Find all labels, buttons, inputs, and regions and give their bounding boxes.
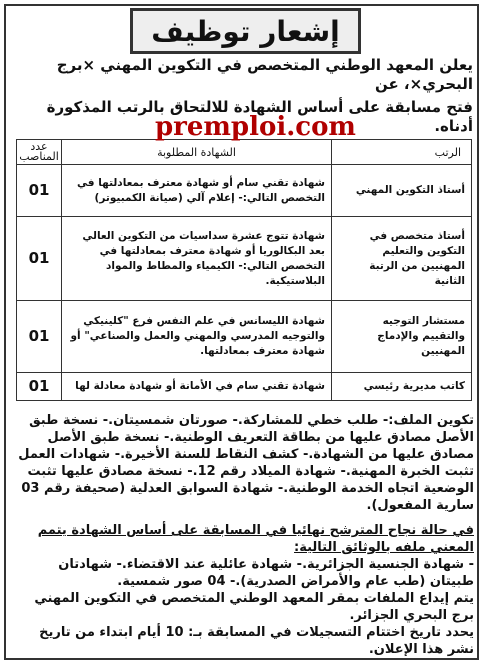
- watermark: premploi.com: [155, 112, 356, 142]
- rank-cell: مستشار التوجيه والتقييم والإدماج المهنيين: [332, 301, 472, 373]
- table-row: [17, 217, 472, 301]
- success-section: [14, 522, 474, 658]
- column-header-count: عدد المناصب: [17, 140, 62, 165]
- deadline-text: يحدد تاريخ اختتام التسجيلات في المسابقة بـ: 10 أيام ابتداء من تاريخ نشر هذا الإعلان.: [39, 625, 474, 657]
- dossier-section: [14, 412, 474, 514]
- positions-table: [16, 139, 472, 401]
- column-header-condition: الشهادة المطلوبة: [62, 140, 332, 165]
- table-row: [17, 301, 472, 373]
- table-row: [17, 373, 472, 401]
- intro-line: يعلن المعهد الوطني المتخصص في التكوين المهني ×برج البحري×، عن: [56, 56, 473, 93]
- deposit-text: يتم إيداع الملفات بمقر المعهد الوطني المتخصص في التكوين المهني برج البحري الجزائر.: [34, 591, 474, 623]
- rank-cell: كاتب مديرية رئيسي: [332, 373, 472, 401]
- column-header-rank: الرتب: [332, 140, 472, 165]
- notice-title: إشعار توظيف: [130, 8, 361, 54]
- condition-cell: شهادة الليسانس في علم النفس فرع "كلينيكي والتوجيه المدرسي والمهني والعمل والصناعي" أو شهادة معترف بمعادلتها.: [62, 301, 332, 373]
- count-cell: 01: [17, 301, 62, 373]
- rank-cell: أستاذ متخصص في التكوين والتعليم المهنيين من الرتبة الثانية: [332, 217, 472, 301]
- condition-cell: شهادة تتوج عشرة سداسيات من التكوين العالي بعد البكالوريا أو شهادة معترف بمعادلتها في التخصص التالي:- الكيمياء والمطاط والمواد البلاستيكية.: [62, 217, 332, 301]
- table-header-row: [17, 140, 472, 165]
- condition-cell: شهادة تقني سام أو شهادة معترف بمعادلتها في التخصص التالي:- إعلام آلي (صيانة الكمبيوتر): [62, 165, 332, 217]
- count-cell: 01: [17, 373, 62, 401]
- dossier-text: تكوين الملف:- طلب خطي للمشاركة.- صورتان شمسيتان.- نسخة طبق الأصل مصادق عليها من بطاقة التعريف الوطنية.- نسخة طبق الأصل مصادق عليها من الشهادة.- كشف النقاط للسنة الأخيرة.- شهادات العمل تثبت الخبرة المهنية.- شهادة الميلاد رقم 12.- نسخة مصادق عليها تثبت الوضعية اتجاه الخدمة الوطنية.- شهادة السوابق العدلية (صحيفة رقم 03 سارية المفعول).: [18, 413, 474, 513]
- table-row: [17, 165, 472, 217]
- rank-cell: أستاذ التكوين المهني: [332, 165, 472, 217]
- intro-line: فتح مسابقة على أساس الشهادة للالتحاق بالرتب المذكورة أدناه.: [46, 98, 473, 135]
- success-heading: في حالة نجاح المترشح نهائيا في المسابقة على أساس الشهادة يتمم المعني ملفه بالوثائق التالية:: [37, 523, 474, 555]
- count-cell: 01: [17, 217, 62, 301]
- count-cell: 01: [17, 165, 62, 217]
- success-docs: - شهادة الجنسية الجزائرية.- شهادة عائلية عند الاقتضاء.- شهادتان طبيتان (طب عام والأمراض الصدرية).- 04 صور شمسية.: [58, 557, 474, 589]
- condition-cell: شهادة تقني سام في الأمانة أو شهادة معادلة لها: [62, 373, 332, 401]
